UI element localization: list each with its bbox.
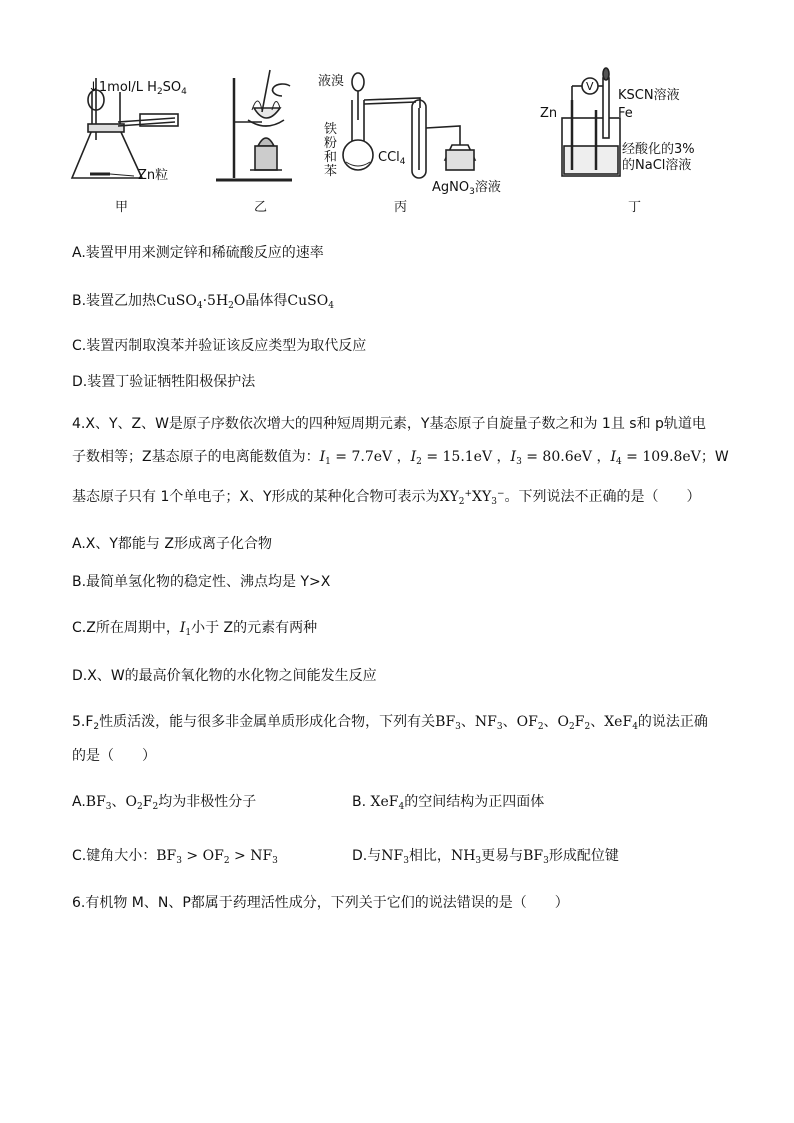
bing-agno3-label: AgNO$_3$溶液 bbox=[432, 180, 501, 197]
q5-option-b: B. XeF$_4$的空间结构为正四面体 bbox=[352, 794, 545, 812]
q4-stem-line-1: 4.X、Y、Z、W是原子序数依次增大的四种短周期元素，Y基态原子自旋量子数之和为 1且 s和 p轨道电 bbox=[72, 416, 706, 432]
q3-option-d: D.装置丁验证牺牲阳极保护法 bbox=[72, 374, 256, 390]
ding-voltmeter-label: V bbox=[586, 80, 594, 93]
q4-option-c: C.Z所在周期中，$I_1$小于 Z的元素有两种 bbox=[72, 620, 318, 638]
q4-stem-line-3: 基态原子只有 1个单电子；X、Y形成的某种化合物可表示为$XY_2^+XY_3^-$。下列说法不正确的是（ ） bbox=[72, 489, 701, 507]
q5-stem-line-2: 的是（ ） bbox=[72, 748, 156, 764]
ding-solution-label-2: 的NaCl溶液 bbox=[622, 158, 692, 173]
ding-fe-label: Fe bbox=[618, 106, 633, 121]
bing-ccl4-label: CCl$_4$ bbox=[378, 150, 406, 167]
apparatus-yi bbox=[216, 70, 292, 180]
q5-stem-line-1: $5.F_2$性质活泼，能与很多非金属单质形成化合物，下列有关$BF_3$、$NF_3$、$OF_2$、$O_2F_2$、XeF$_4$的说法正确 bbox=[72, 714, 708, 732]
jia-reagent-label: ↓1mol/L $H_2SO_4$ bbox=[88, 80, 187, 97]
ding-solution-label-1: 经酸化的3% bbox=[622, 142, 695, 157]
bing-tie-label: 铁 bbox=[324, 122, 338, 137]
bing-ben-label: 苯 bbox=[324, 164, 338, 179]
bing-caption: 丙 bbox=[394, 200, 408, 215]
ding-caption: 丁 bbox=[628, 200, 642, 215]
q4-option-d: D.X、W的最高价氧化物的水化物之间能发生反应 bbox=[72, 668, 377, 684]
q5-option-d: D.与$NF_3$相比，$NH_3$更易与$BF_3$形成配位键 bbox=[352, 848, 619, 866]
ding-kscn-label: KSCN溶液 bbox=[618, 88, 680, 103]
q5-option-c: C.键角大小：$BF_3 > OF_2 > NF_3$ bbox=[72, 848, 278, 866]
q4-option-b: B.最简单氢化物的稳定性、沸点均是 Y>X bbox=[72, 574, 331, 590]
jia-zn-label: Zn粒 bbox=[138, 168, 169, 183]
q5-option-a: $A.BF_3$、$O_2F_2$均为非极性分子 bbox=[72, 794, 257, 812]
apparatus-bing bbox=[343, 73, 475, 178]
bing-fen-label: 粉 bbox=[324, 136, 338, 151]
bing-liquid-bromine-label: 液溴 bbox=[318, 74, 345, 89]
bing-he-label: 和 bbox=[324, 150, 338, 165]
q4-option-a: A.X、Y都能与 Z形成离子化合物 bbox=[72, 536, 272, 552]
q4-stem-line-2: 子数相等；Z基态原子的电离能数值为：$I_1 = 7.7eV$ ，$I_2 = 15.1eV$ ，$I_3 = 80.6eV$ ，$I_4 = 109.8eV$；W bbox=[72, 449, 729, 467]
q3-option-c: C.装置丙制取溴苯并验证该反应类型为取代反应 bbox=[72, 338, 367, 354]
q3-option-a: A.装置甲用来测定锌和稀硫酸反应的速率 bbox=[72, 245, 324, 261]
apparatus-drawing bbox=[0, 0, 794, 230]
q6-stem-line-1: 6.有机物 M、N、P都属于药理活性成分，下列关于它们的说法错误的是（ ） bbox=[72, 895, 569, 911]
ding-zn-label: Zn bbox=[540, 106, 558, 121]
jia-caption: 甲 bbox=[115, 200, 129, 215]
yi-caption: 乙 bbox=[254, 200, 268, 215]
q3-option-b: B.装置乙加热$CuSO_4\cdot 5H_2O$晶体得CuSO$_4$ bbox=[72, 293, 334, 311]
